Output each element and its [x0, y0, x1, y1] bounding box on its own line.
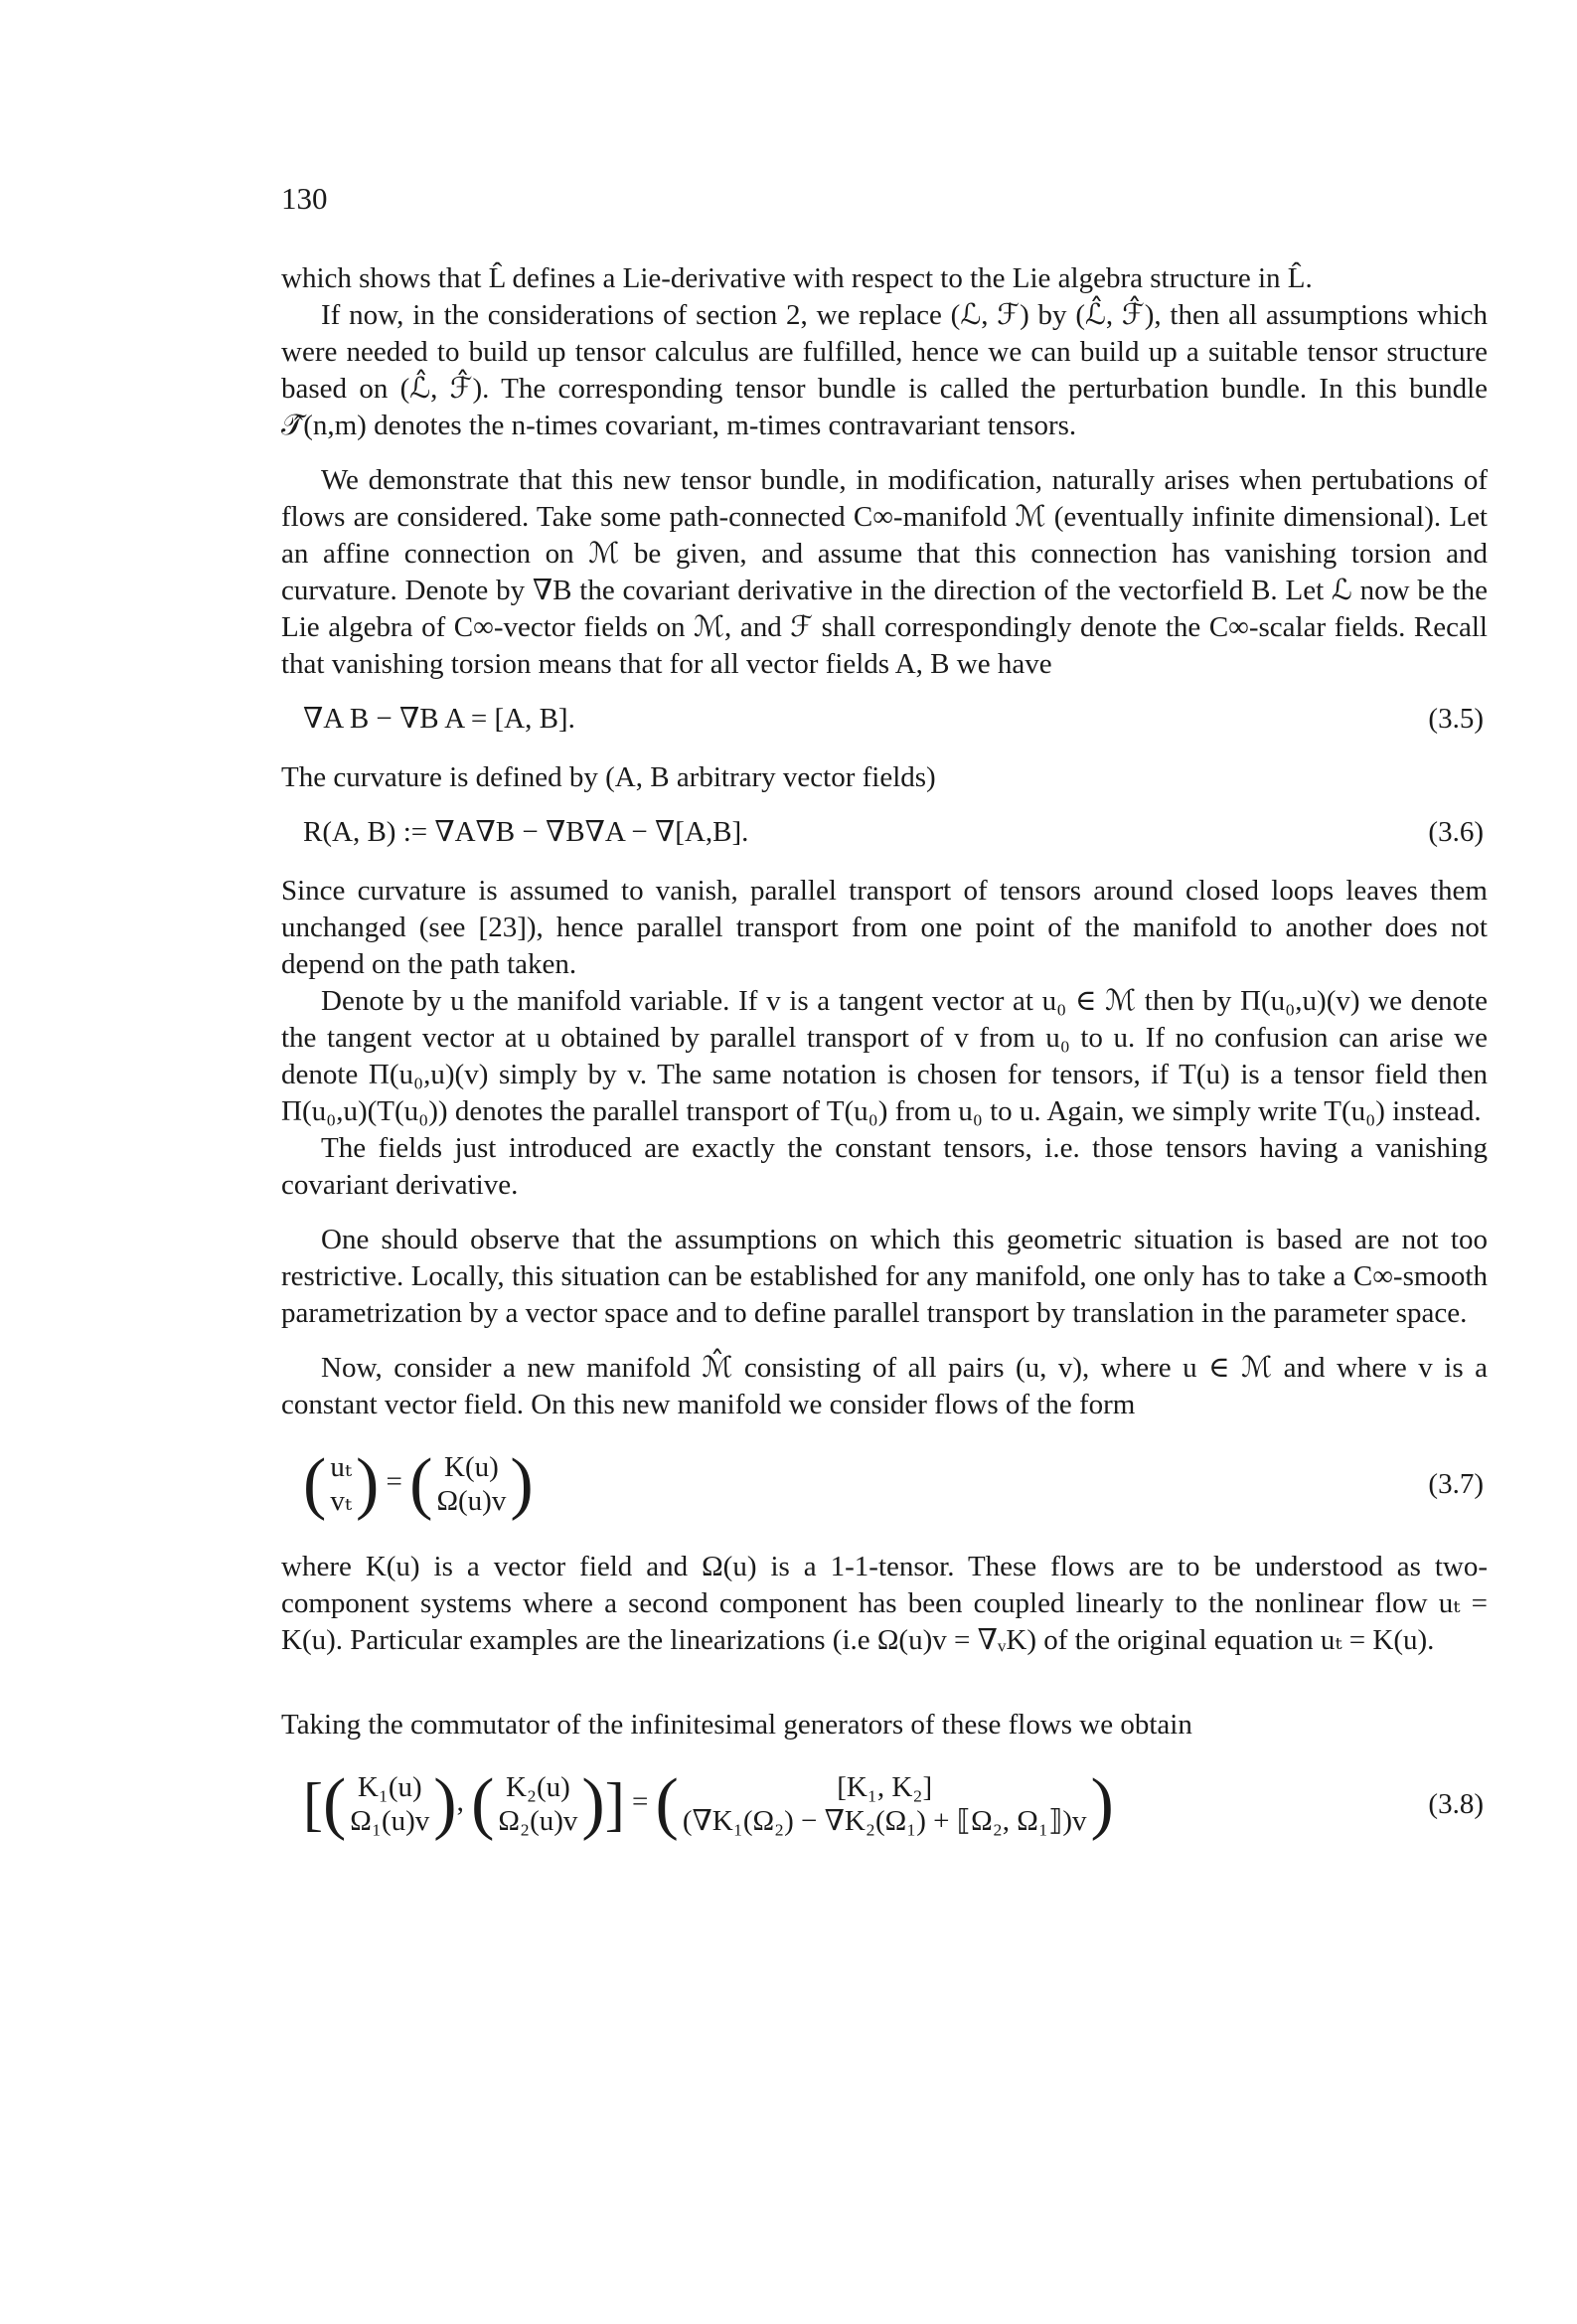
equation-3-6-number: (3.6) — [1428, 816, 1484, 848]
paragraph-8: One should observe that the assumptions on which this geometric situation is based are not too restrictive. Locally, this situation can be established for any manifold, one only has to take a C∞-smooth parametrization by a vector space and to define parallel transport by translation in the parameter space. — [281, 1224, 1488, 1329]
paragraph-10: where K(u) is a vector field and Ω(u) is a 1-1-tensor. These flows are to be understood as two-component systems where a second component has been coupled linearly to the nonlinear flow uₜ = K(u). Particular examples are the linearizations (i.e Ω(u)v = ∇ᵥK) of the original equation uₜ = K(u). — [281, 1551, 1488, 1656]
equation-3-5 — [281, 701, 1488, 736]
equation-3-5-number: (3.5) — [1428, 703, 1484, 735]
equation-3-7-number: (3.7) — [1428, 1467, 1484, 1500]
eq37-rhs-vector: K(u) Ω(u)v — [436, 1451, 507, 1517]
paragraph-7: The fields just introduced are exactly the constant tensors, i.e. those tensors having a vanishing covariant derivative. — [281, 1132, 1488, 1201]
equation-3-8: [( K₁(u) Ω₁(u)v ), ( K₂(u) Ω₂(u)v )] = ( [K₁, K₂] (∇K₁(Ω₂) − ∇K₂(Ω₁) + ⟦Ω₂, Ω₁⟧)v ) (3.8) — [281, 1769, 1488, 1839]
paragraph-4: The curvature is defined by (A, B arbitrary vector fields) — [281, 761, 936, 793]
paragraph-3: We demonstrate that this new tensor bundle, in modification, naturally arises when pertubations of flows are considered. Take some path-connected C∞-manifold ℳ (eventually infinite dimensional). Let an affine connection on ℳ be given, and assume that this connection has vanishing torsion and curvature. Denote by ∇B the covariant derivative in the direction of the vectorfield B. Let ℒ now be the Lie algebra of C∞-vector fields on ℳ, and ℱ shall correspondingly denote the C∞-scalar fields. Recall that vanishing torsion means that for all vector fields A, B we have — [281, 464, 1488, 680]
equation-3-5-expr: ∇A B − ∇B A = [A, B]. — [303, 703, 575, 735]
paragraph-6: Denote by u the manifold variable. If v is a tangent vector at u₀ ∈ ℳ then by Π(u₀,u)(v) we denote the tangent vector at u obtained by parallel transport of v from u₀ to u. If no confusion can arise we denote Π(u₀,u)(v) simply by v. The same notation is chosen for tensors, if T(u) is a tensor field then Π(u₀,u)(T(u₀)) denotes the parallel transport of T(u₀) from u₀ to u. Again, we simply write T(u₀) instead. — [281, 985, 1488, 1127]
paragraph-2: If now, in the considerations of section 2, we replace (ℒ, ℱ) by (ℒ̂, ℱ̂), then all assumptions which were needed to build up tensor calculus are fulfilled, hence we can build up a suitable tensor structure based on (ℒ̂, ℱ̂). The corresponding tensor bundle is called the perturbation bundle. In this bundle 𝒯̂(n,m) denotes the n-times covariant, m-times contravariant tensors. — [281, 299, 1488, 441]
equation-3-7: ( uₜ vₜ ) = ( K(u) Ω(u)v ) (3.7) — [281, 1449, 1488, 1519]
equation-3-6-expr: R(A, B) := ∇A∇B − ∇B∇A − ∇[A,B]. — [303, 816, 749, 848]
paragraph-11: Taking the commutator of the infinitesimal generators of these flows we obtain — [281, 1709, 1192, 1741]
eq38-vector-b: K₂(u) Ω₂(u)v — [498, 1771, 578, 1837]
equation-3-6 — [281, 814, 1488, 849]
eq38-vector-a: K₁(u) Ω₁(u)v — [350, 1771, 430, 1837]
eq37-lhs-vector: uₜ vₜ — [330, 1451, 352, 1517]
paragraph-1: which shows that L̂ defines a Lie-derivative with respect to the Lie algebra structure in L̂. — [281, 262, 1313, 294]
paragraph-9: Now, consider a new manifold ℳ̂ consisting of all pairs (u, v), where u ∈ ℳ and where v is a constant vector field. On this new manifold we consider flows of the form — [281, 1352, 1488, 1420]
page-number: 130 — [281, 181, 328, 216]
paragraph-5: Since curvature is assumed to vanish, parallel transport of tensors around closed loops leaves them unchanged (see [23]), hence parallel transport from one point of the manifold to another does not depend on the path taken. — [281, 875, 1488, 980]
equation-3-8-number: (3.8) — [1428, 1787, 1484, 1820]
eq38-result-vector: [K₁, K₂] (∇K₁(Ω₂) − ∇K₂(Ω₁) + ⟦Ω₂, Ω₁⟧)v — [682, 1771, 1087, 1837]
